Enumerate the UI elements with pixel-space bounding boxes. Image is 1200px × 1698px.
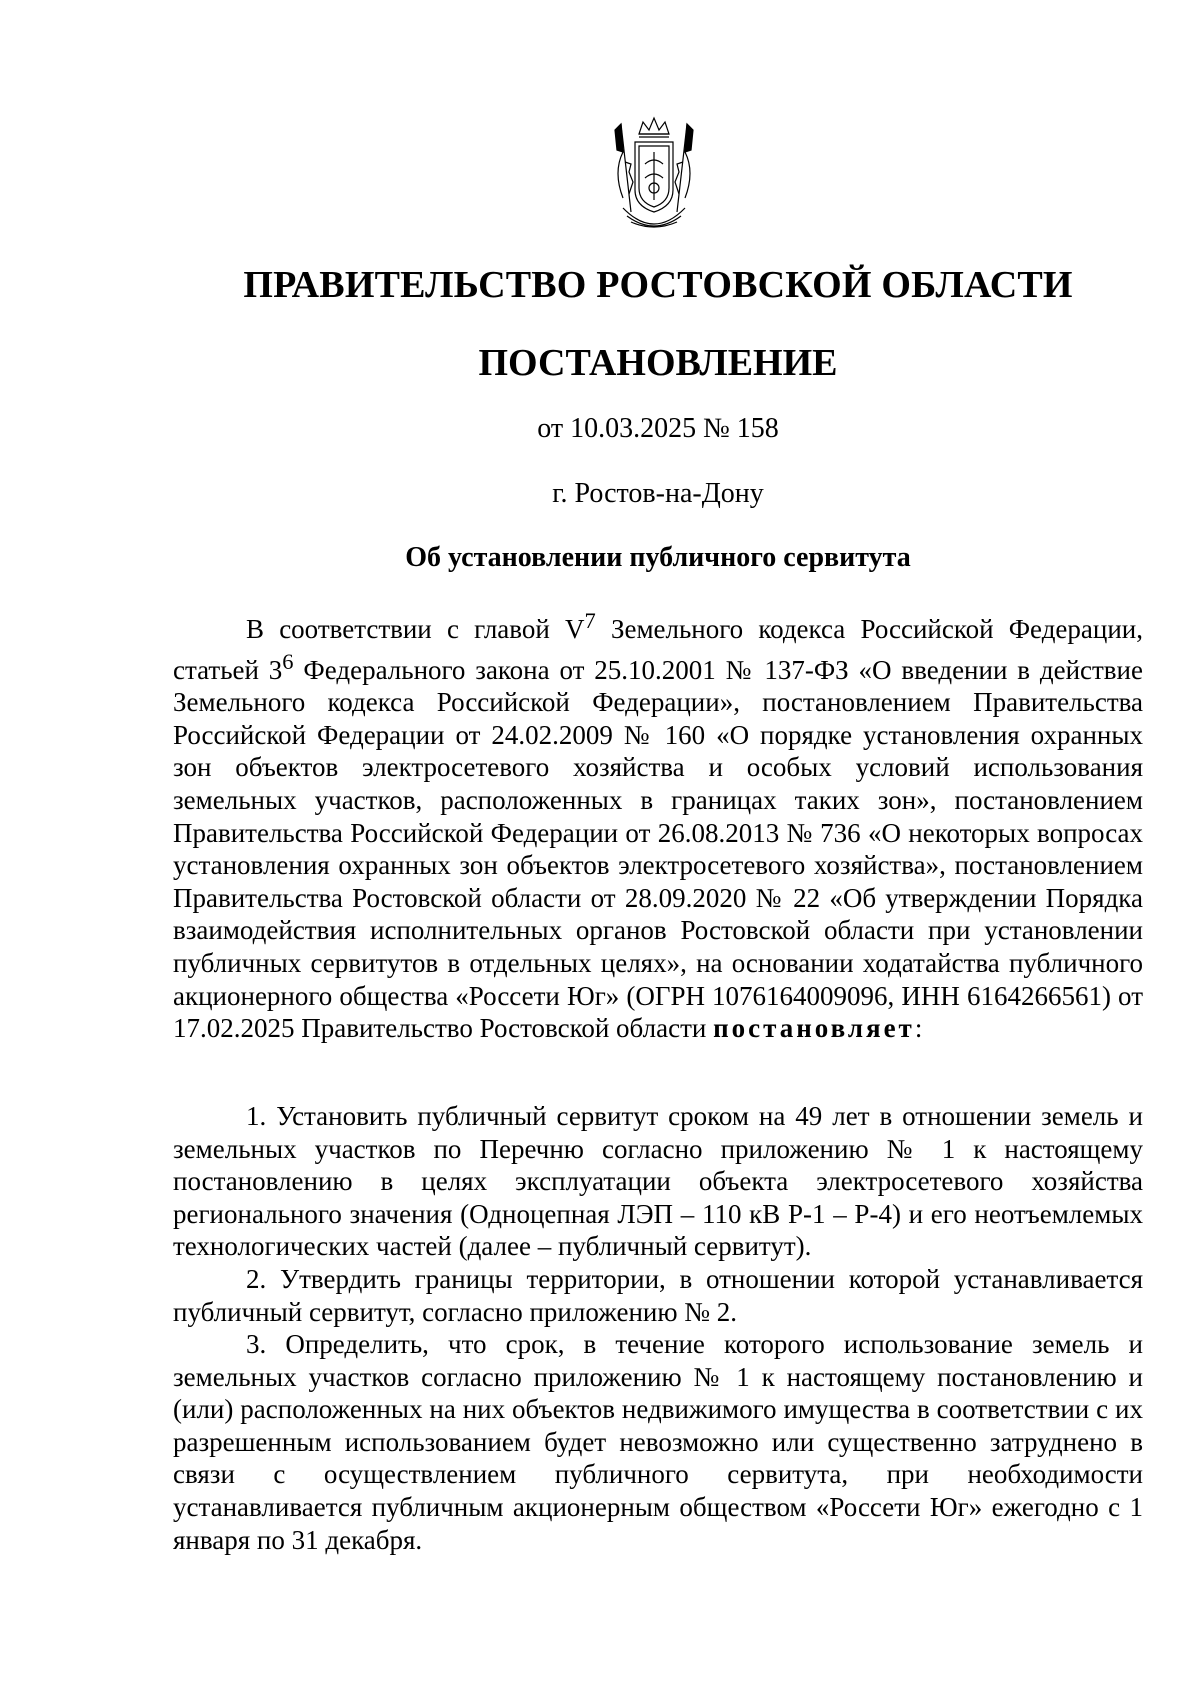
rostov-oblast-coat-of-arms-emblem [601,112,707,240]
preamble-paragraph [173,605,1143,1045]
item-3-text: 3. Определить, что срок, в течение которого использование земель и земельных участков согласно приложению № 1 к настоящему постановлению и (или) расположенных на них объектов недвижимого имущества в соответствии с их разрешенным использованием будет невозможно или существенно затруднено в связи с осуществлением публичного сервитута, при необходимости устанавливается публичным акционерным обществом «Россети Юг» ежегодно с 1 января по 31 декабря. [173,1329,1143,1555]
item-2-text: 2. Утвердить границы территории, в отношении которой устанавливается публичный сервитут, согласно приложению № 2. [173,1264,1143,1327]
date-and-number: от 10.03.2025 № 158 [537,413,779,444]
preamble-colon: : [914,1013,923,1044]
item-1-text: 1. Установить публичный сервитут сроком на 49 лет в отношении земель и земельных участков по Перечню согласно приложению № 1 к настоящему постановлению в целях эксплуатации объекта электросетевого хозяйства регионального значения (Одноцепная ЛЭП – 110 кВ Р-1 – Р-4) и его неотъемлемых технологических частей (далее – публичный сервитут). [173,1101,1143,1262]
chapter-superscript: 7 [584,608,596,633]
item-2-paragraph [173,1263,1143,1328]
organization-name: ПРАВИТЕЛЬСТВО РОСТОВСКОЙ ОБЛАСТИ [243,264,1073,306]
decree-verb: постановляет [713,1013,915,1044]
preamble-text-1: В соответствии с главой V [246,614,585,644]
preamble-text-2: Земельного кодекса Российской Федерации, статьей 3 [173,614,1143,685]
item-1-paragraph [173,1100,1143,1263]
item-3-paragraph [173,1328,1143,1556]
document-type: ПОСТАНОВЛЕНИЕ [478,342,838,384]
preamble-text-3: Федерального закона от 25.10.2001 № 137-ФЗ «О введении в действие Земельного кодекса Российской Федерации», постановлением Правительства Российской Федерации от 24.02.2009 № 160 «О порядке установления охранных зон объектов электросетевого хозяйства и особых условий использования земельных участков, расположенных в границах таких зон», постановлением Правительства Российской Федерации от 26.08.2013 № 736 «О некоторых вопросах установления охранных зон объектов электросетевого хозяйства», постановлением Правительства Ростовской области от 28.09.2020 № 22 «Об утверждении Порядка взаимодействия исполнительных органов Ростовской области при установлении публичных сервитутов в отдельных целях», на основании ходатайства публичного акционерного общества «Россети Юг» (ОГРН 1076164009096, ИНН 6164266561) от 17.02.2025 Правительство Ростовской области [173,654,1143,1044]
article-superscript: 6 [282,648,294,674]
document-title: Об установлении публичного сервитута [405,542,911,573]
city: г. Ростов-на-Дону [552,478,764,509]
